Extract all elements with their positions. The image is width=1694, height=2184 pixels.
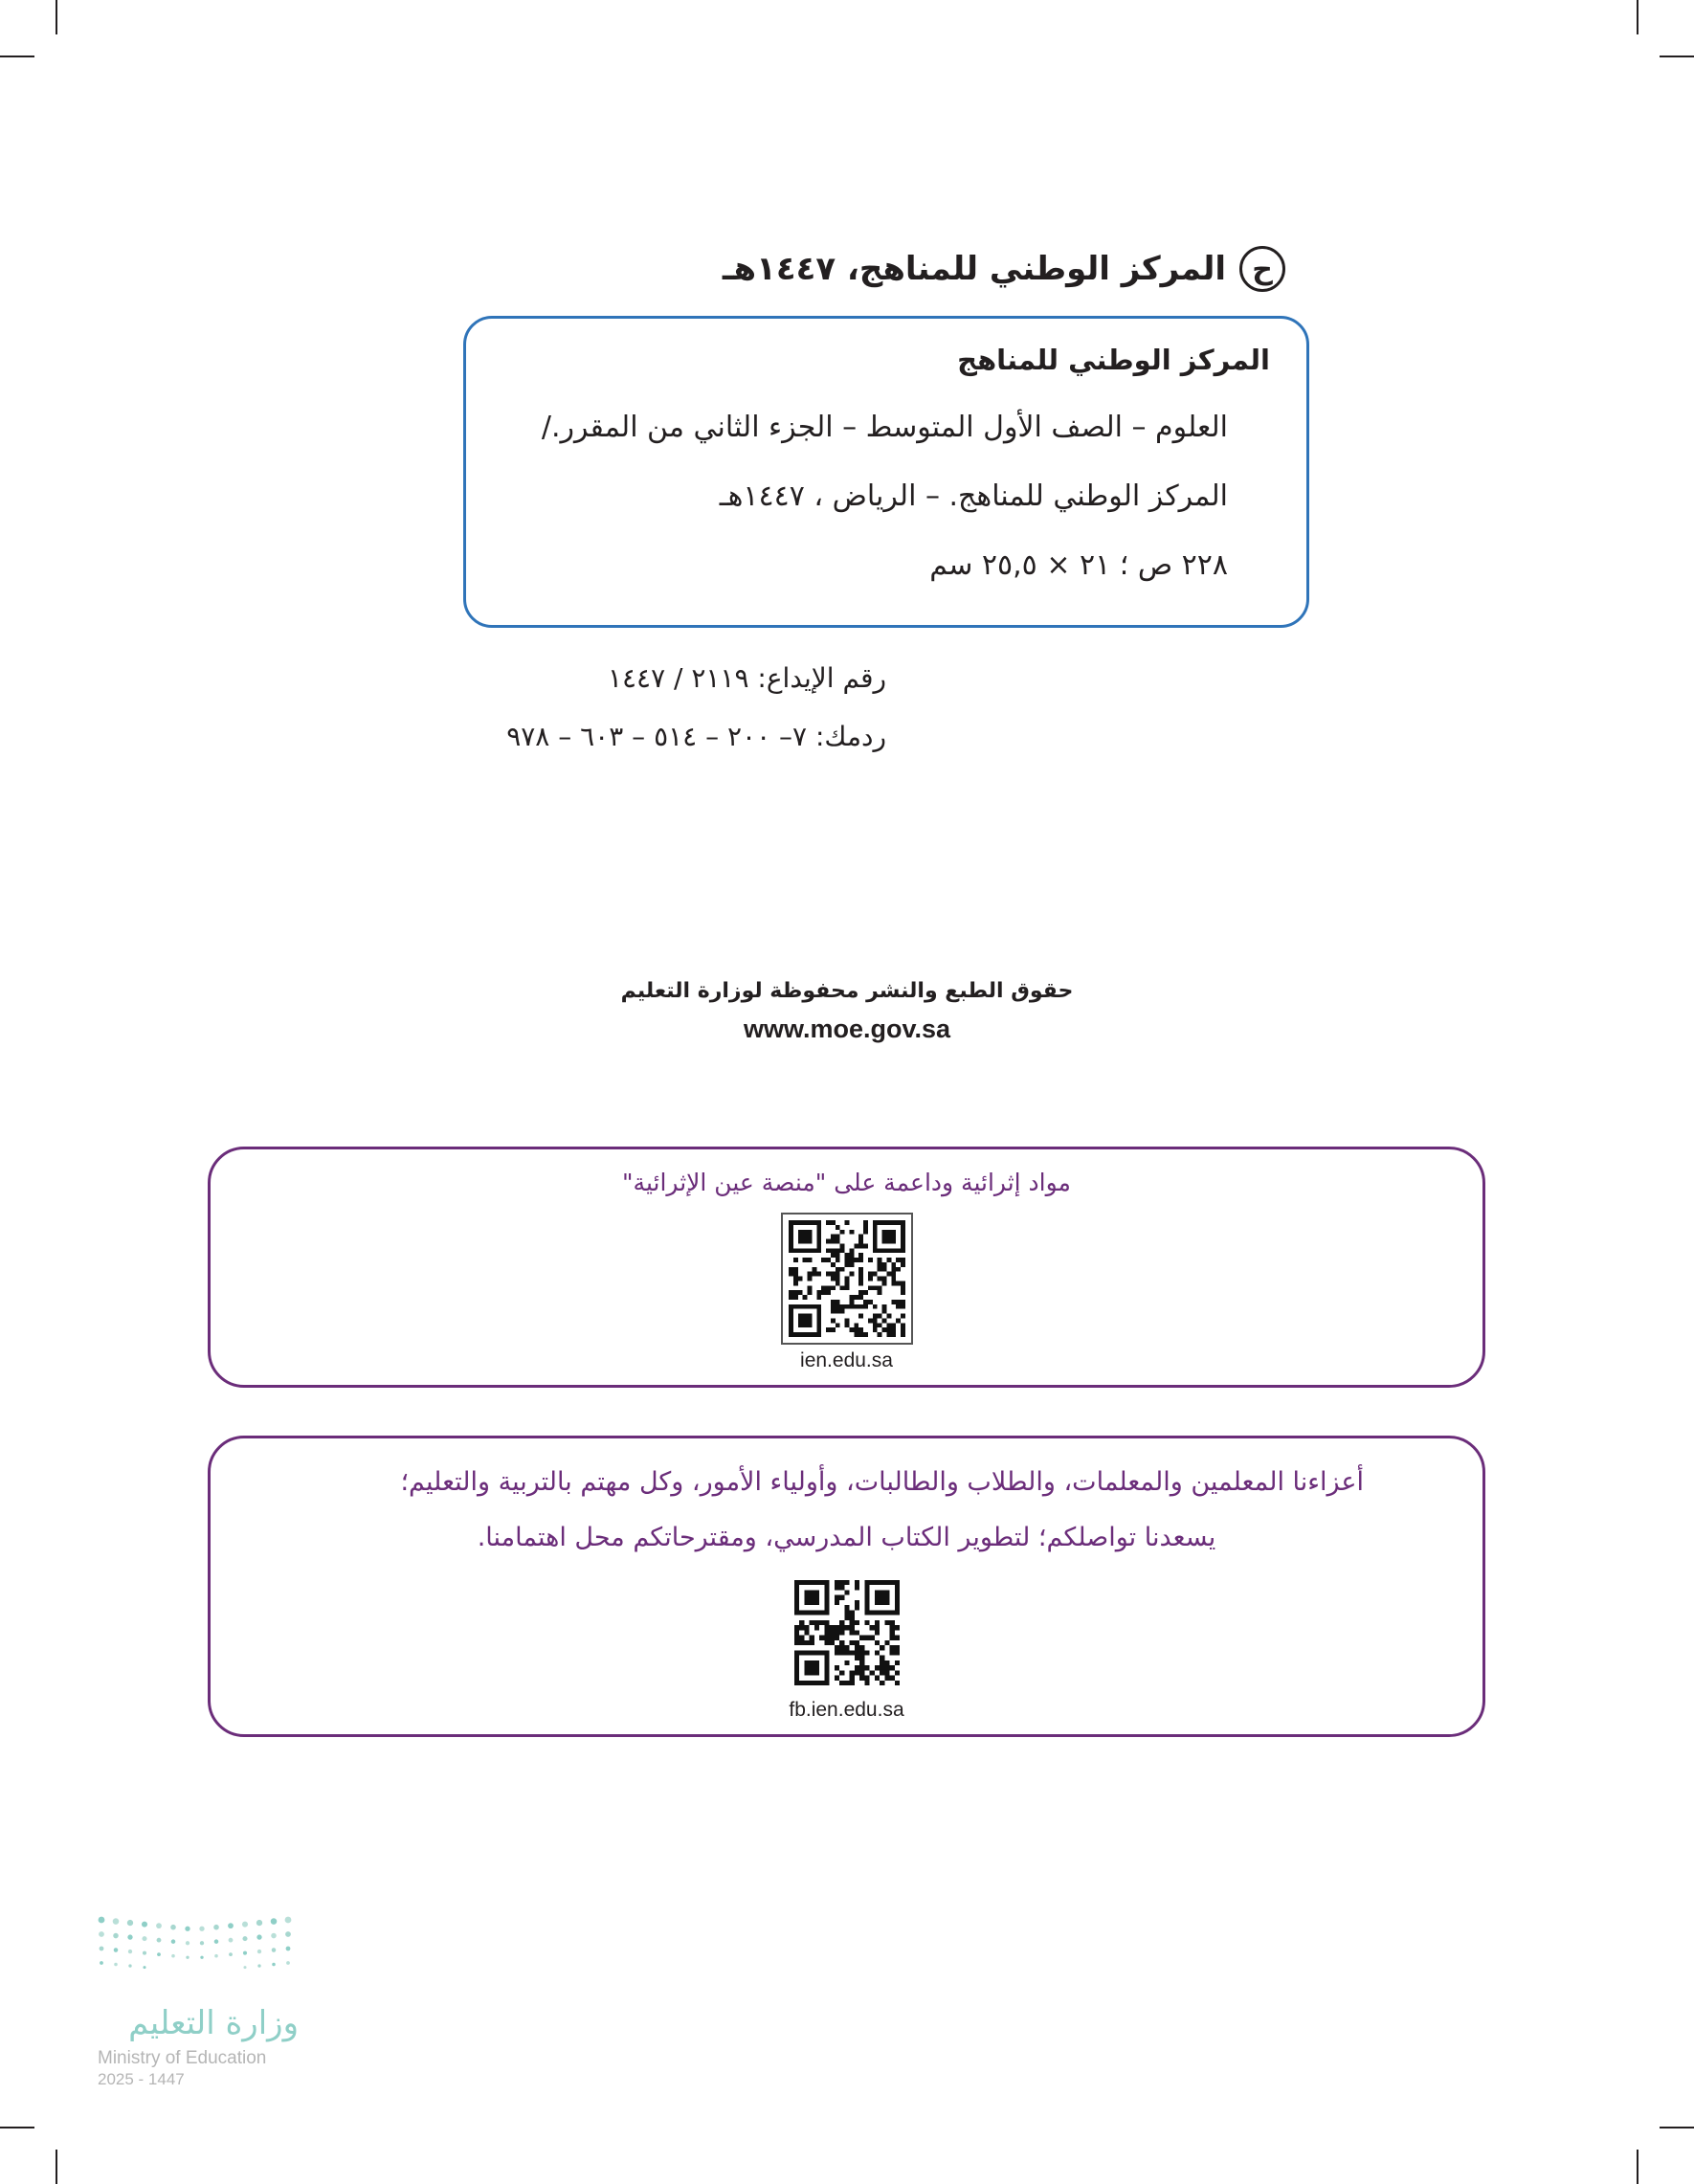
feedback-url[interactable]: fb.ien.edu.sa: [789, 1699, 904, 1721]
crop-mark: [0, 56, 34, 57]
rights-notice: حقوق الطبع والنشر محفوظة لوزارة التعليم: [620, 979, 1074, 1003]
copyright-line: [723, 235, 1285, 302]
enrichment-text: مواد إثرائية وداعمة على "منصة عين الإثرائية": [622, 1169, 1071, 1196]
crop-mark: [56, 0, 57, 34]
logo-english-text: Ministry of Education: [98, 2048, 267, 2068]
logo-year-text: 2025 - 1447: [98, 2070, 185, 2088]
cataloging-heading: المركز الوطني للمناهج: [957, 344, 1270, 376]
logo-arabic-text: وزارة التعليم: [128, 2004, 299, 2042]
ministry-logo: [96, 1912, 325, 2094]
crop-mark: [1637, 2150, 1638, 2184]
feedback-line-1: أعزاءنا المعلمين والمعلمات، والطلاب والطالبات، وأولياء الأمور، وكل مهتم بالتربية والتعليم؛: [400, 1467, 1364, 1497]
website-link[interactable]: www.moe.gov.sa: [743, 1014, 951, 1043]
copyright-icon: ح: [1239, 246, 1285, 292]
crop-mark: [0, 2127, 34, 2128]
enrichment-box: [208, 1147, 1485, 1388]
qr-code-icon[interactable]: [781, 1213, 913, 1345]
crop-mark: [56, 2150, 57, 2184]
cataloging-box: [463, 316, 1309, 628]
crop-mark: [1637, 0, 1638, 34]
crop-mark: [1660, 56, 1694, 57]
cataloging-title-line: العلوم – الصف الأول المتوسط – الجزء الثاني من المقرر./: [541, 411, 1228, 444]
isbn-number: ردمك: ٧– ٢٠٠ – ٥١٤ – ٦٠٣ – ٩٧٨: [506, 721, 886, 752]
copyright-text: المركز الوطني للمناهج، ١٤٤٧هـ: [722, 250, 1226, 288]
feedback-box: [208, 1436, 1485, 1737]
crop-mark: [1660, 2127, 1694, 2128]
enrichment-url[interactable]: ien.edu.sa: [800, 1349, 893, 1371]
deposit-number: رقم الإيداع: ٢١١٩ / ١٤٤٧: [607, 662, 886, 694]
cataloging-physical-line: ٢٢٨ ص ؛ ٢١ × ٢٥,٥ سم: [929, 548, 1228, 582]
qr-code-icon[interactable]: [791, 1576, 903, 1689]
logo-dots-icon: [96, 1912, 306, 1985]
feedback-line-2: يسعدنا تواصلكم؛ لتطوير الكتاب المدرسي، ومقترحاتكم محل اهتمامنا.: [477, 1523, 1216, 1552]
cataloging-publisher-line: المركز الوطني للمناهج. – الرياض ، ١٤٤٧هـ: [719, 479, 1228, 513]
